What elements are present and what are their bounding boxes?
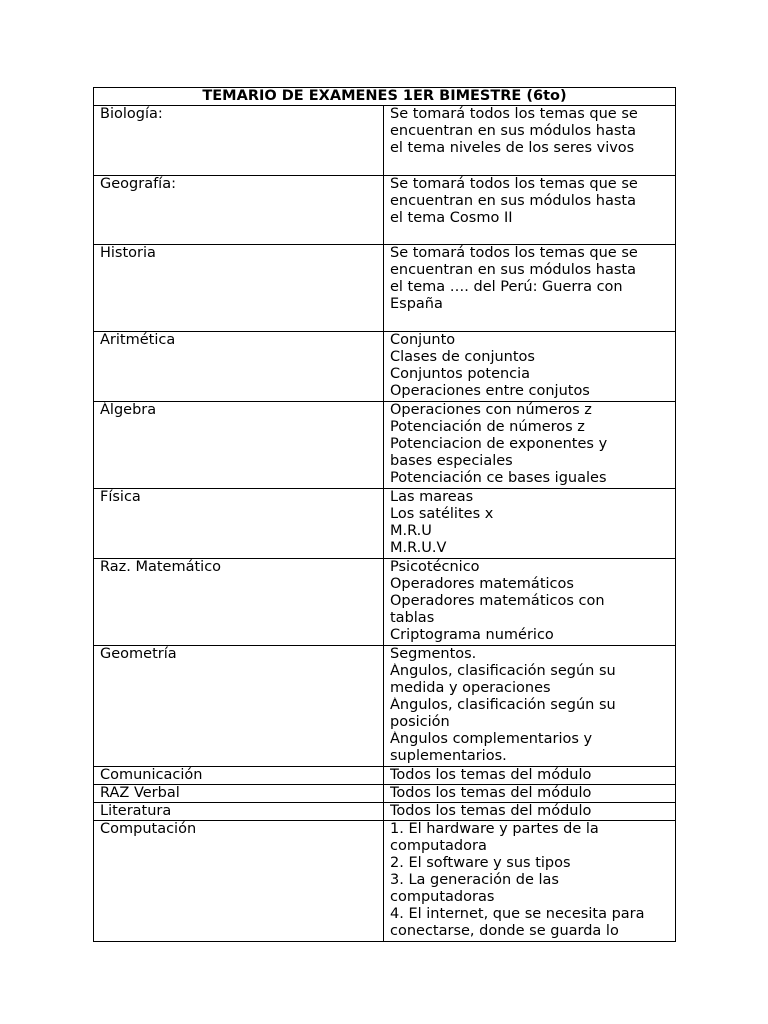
table-row xyxy=(94,245,676,332)
subject-cell xyxy=(94,402,384,489)
topic-line: Ángulos complementarios y xyxy=(390,731,593,747)
topic-line: 3. La generación de las xyxy=(390,872,559,888)
subject-name: Biología: xyxy=(100,106,163,122)
topic-line: bases especiales xyxy=(390,453,513,469)
subject-name: Aritmética xyxy=(100,332,176,348)
topic-line: Todos los temas del módulo xyxy=(390,767,592,783)
topics-cell xyxy=(384,176,676,245)
table-row xyxy=(94,785,676,803)
topics-cell xyxy=(384,821,676,942)
table-row xyxy=(94,767,676,785)
topics-cell xyxy=(384,106,676,176)
topics-cell xyxy=(384,489,676,559)
subject-cell xyxy=(94,489,384,559)
topic-line: Todos los temas del módulo xyxy=(390,785,592,801)
topics-cell xyxy=(384,402,676,489)
topics-cell xyxy=(384,803,676,821)
subject-name: Geometría xyxy=(100,646,177,662)
subject-name: Historia xyxy=(100,245,156,261)
topic-line: el tema Cosmo II xyxy=(390,210,513,226)
topic-line: Todos los temas del módulo xyxy=(390,803,592,819)
topics-cell xyxy=(384,245,676,332)
subject-cell xyxy=(94,106,384,176)
topic-line: Potenciación de números z xyxy=(390,419,585,435)
table-row xyxy=(94,803,676,821)
topic-line: medida y operaciones xyxy=(390,680,551,696)
subject-name: Literatura xyxy=(100,803,172,819)
topic-line: Psicotécnico xyxy=(390,559,480,575)
subject-name: Raz. Matemático xyxy=(100,559,222,575)
topic-line: el tema niveles de los seres vivos xyxy=(390,140,635,156)
topic-line: Conjuntos potencia xyxy=(390,366,531,382)
topic-line: encuentran en sus módulos hasta xyxy=(390,123,636,139)
topic-line: posición xyxy=(390,714,450,730)
topic-line: conectarse, donde se guarda lo xyxy=(390,923,619,939)
subject-cell xyxy=(94,245,384,332)
subject-cell xyxy=(94,803,384,821)
topic-line: Ángulos, clasificación según su xyxy=(390,663,616,679)
document-page xyxy=(93,87,675,942)
table-row xyxy=(94,332,676,402)
table-row xyxy=(94,402,676,489)
subject-name: Geografía: xyxy=(100,176,176,192)
topic-line: Operaciones entre conjutos xyxy=(390,383,590,399)
table-body xyxy=(94,106,676,942)
subject-cell xyxy=(94,646,384,767)
topic-line: 4. El internet, que se necesita para xyxy=(390,906,645,922)
topic-line: Potenciacion de exponentes y xyxy=(390,436,608,452)
subject-cell xyxy=(94,176,384,245)
subject-name: Física xyxy=(100,489,141,505)
topic-line: Los satélites x xyxy=(390,506,494,522)
topic-line: Potenciación ce bases iguales xyxy=(390,470,607,486)
subject-name: RAZ Verbal xyxy=(100,785,180,801)
topic-line: Clases de conjuntos xyxy=(390,349,535,365)
topic-line: Se tomará todos los temas que se xyxy=(390,106,638,122)
topic-line: Operadores matemáticos xyxy=(390,576,574,592)
exam-syllabus-table xyxy=(93,87,676,942)
subject-cell xyxy=(94,332,384,402)
topic-line: Ángulos, clasificación según su xyxy=(390,697,616,713)
topic-line: Operadores matemáticos con xyxy=(390,593,605,609)
topic-line: M.R.U.V xyxy=(390,540,447,556)
topic-line: Criptograma numérico xyxy=(390,627,554,643)
table-header-row xyxy=(94,88,676,106)
subject-name: Computación xyxy=(100,821,197,837)
topic-line: Conjunto xyxy=(390,332,456,348)
topics-cell xyxy=(384,646,676,767)
topics-cell xyxy=(384,767,676,785)
subject-name: Comunicación xyxy=(100,767,203,783)
table-row xyxy=(94,559,676,646)
table-row xyxy=(94,646,676,767)
topic-line: Se tomará todos los temas que se xyxy=(390,245,638,261)
table-row xyxy=(94,106,676,176)
subject-cell xyxy=(94,767,384,785)
topic-line: Se tomará todos los temas que se xyxy=(390,176,638,192)
topic-line: computadora xyxy=(390,838,487,854)
topic-line: 2. El software y sus tipos xyxy=(390,855,571,871)
topic-line: encuentran en sus módulos hasta xyxy=(390,193,636,209)
topics-cell xyxy=(384,785,676,803)
table-row xyxy=(94,489,676,559)
topic-line: 1. El hardware y partes de la xyxy=(390,821,599,837)
table-title: TEMARIO DE EXAMENES 1ER BIMESTRE (6to) xyxy=(94,88,676,106)
topic-line: suplementarios. xyxy=(390,748,507,764)
subject-name: Álgebra xyxy=(100,402,157,418)
topic-line: España xyxy=(390,296,443,312)
topic-line: M.R.U xyxy=(390,523,432,539)
topic-line: Operaciones con números z xyxy=(390,402,592,418)
topics-cell xyxy=(384,559,676,646)
topic-line: el tema …. del Perú: Guerra con xyxy=(390,279,623,295)
table-row xyxy=(94,176,676,245)
topic-line: Segmentos. xyxy=(390,646,477,662)
subject-cell xyxy=(94,785,384,803)
topics-cell xyxy=(384,332,676,402)
topic-line: Las mareas xyxy=(390,489,474,505)
topic-line: tablas xyxy=(390,610,435,626)
topic-line: encuentran en sus módulos hasta xyxy=(390,262,636,278)
subject-cell xyxy=(94,559,384,646)
table-row xyxy=(94,821,676,942)
topic-line: computadoras xyxy=(390,889,495,905)
subject-cell xyxy=(94,821,384,942)
